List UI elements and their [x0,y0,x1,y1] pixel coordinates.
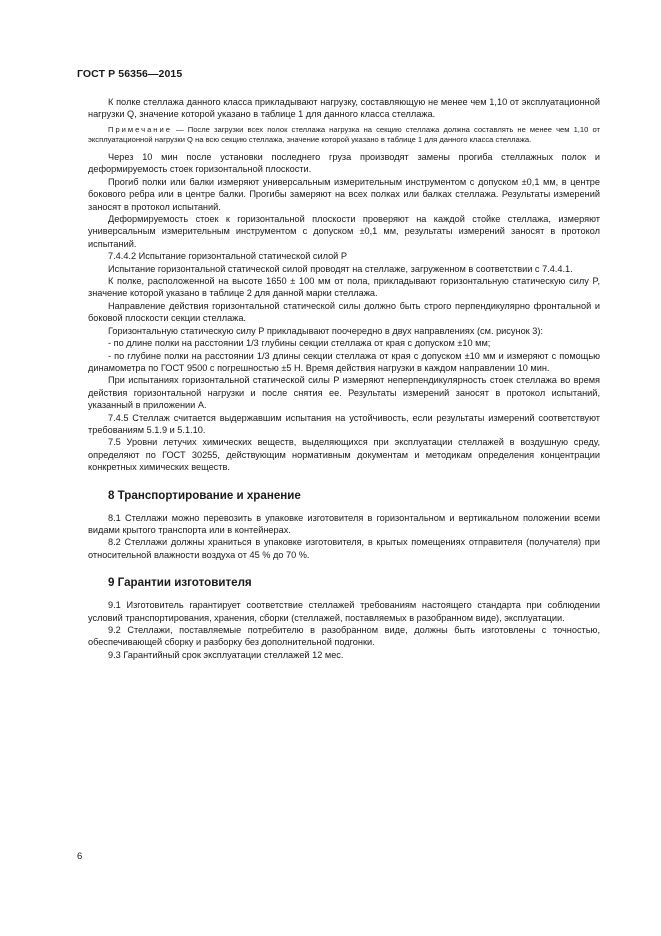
document-header: ГОСТ Р 56356—2015 [77,68,183,80]
subsection-8-1: 8.1 Стеллажи можно перевозить в упаковке изготовителя в горизонтальном и вертикальном положении всеми видами крытого транспорта или в контейнерах. [88,512,600,535]
paragraph-horizontal-test: Испытание горизонтальной статической силой проводят на стеллаже, загруженном в соответствии с 7.4.4.1. [108,263,573,274]
subsection-8-2: 8.2 Стеллажи должны храниться в упаковке изготовителя, в крытых помещениях отправителя (получателя) при относительной влажности воздуха от 45 % до 70 %. [88,537,600,560]
subsection-7-4-4-2: 7.4.4.2 Испытание горизонтальной статической силой P [108,251,347,262]
subsection-9-3: 9.3 Гарантийный срок эксплуатации стеллажей 12 мес. [108,649,344,660]
note-label: Примечание [108,124,172,134]
note [88,125,600,146]
paragraph-shelf-deflection: Прогиб полки или балки измеряют универсальным измерительным инструментом с допуском ±0,1 мм, в центре бокового ребра или в центре балки. Прогибы замеряют на всех полках или балках стеллажа. Результаты измерений заносят в протокол испытаний. [88,176,600,212]
section-9-heading: 9 Гарантии изготовителя [108,576,252,590]
subsection-9-2: 9.2 Стеллажи, поставляемые потребителю в разобранном виде, должны быть изготовлены с точностью, обеспечивающей сборку и разборку без дополнительной подгонки. [88,625,600,648]
list-item-depth: - по глубине полки на расстоянии 1/3 длины секции стеллажа от края с допуском ±10 мм и измеряют с помощью динамометра по ГОСТ 9500 с погрешностью ±5 Н. Время действия нагрузки в каждом направлении 10 мин. [88,350,600,373]
paragraph-force-direction: Направление действия горизонтальной статической силы должно быть строго перпендикулярно фронтальной и боковой плоскости секции стеллажа. [88,300,600,324]
paragraph-two-directions: Горизонтальную статическую силу P прикладывают поочередно в двух направлениях (см. рисунок 3): [108,325,543,336]
paragraph-load-shelf: К полке стеллажа данного класса прикладывают нагрузку, составляющую не менее чем 1,10 от эксплуатационной нагрузки Q, значение которой указано в таблице 1 для данного класса стеллажа. [88,97,600,120]
page-number: 6 [77,851,83,862]
subsection-7-4-5: 7.4.5 Стеллаж считается выдержавшим испытания на устойчивость, если результаты измерений соответствуют требованиям 5.1.9 и 5.1.10. [88,412,600,435]
paragraph-shelf-height: К полке, расположенной на высоте 1650 ± 100 мм от пола, прикладывают горизонтальную статическую силу P, значение которой указано в таблице 2 для данной марки стеллажа. [88,276,600,299]
paragraph-deflection-after-10min: Через 10 мин после установки последнего груза производят замены прогиба стеллажных полок и деформируемость стоек горизонтальной плоскости. [88,152,600,175]
paragraph-rack-deformation: Деформируемость стоек к горизонтальной плоскости проверяют на каждой стойке стеллажа, измеряют универсальным измерительным инструментом с допуском ±0,1 мм, результаты измерений заносят в протокол испытаний. [88,214,600,249]
paragraph-perpendicularity: При испытаниях горизонтальной статической силы P измеряют неперпендикулярность стоек стеллажа во время действия горизонтальной нагрузки и после снятия ее. Результаты измерений заносят в протокол испытаний, указанный в приложении А. [88,375,600,411]
subsection-9-1: 9.1 Изготовитель гарантирует соответствие стеллажей требованиям настоящего стандарта при соблюдении условий транспортирования, хранения, сборки (стеллажей, поставляемых в разобранном виде), эксплуатации. [88,600,600,623]
note-text: — После загрузки всех полок стеллажа нагрузка на секцию стеллажа должна составлять не менее чем 1,10 от эксплуатационной нагрузки Q на всю секцию стеллажа, значение которой указано в таблице 1 для данного класса стеллажа. [88,124,600,145]
page-content [88,96,600,661]
list-item-length: - по длине полки на расстоянии 1/3 глубины секции стеллажа от края с допуском ±10 мм; [108,338,491,349]
subsection-7-5: 7.5 Уровни летучих химических веществ, выделяющихся при эксплуатации стеллажей в воздушную среду, определяют по ГОСТ 30255, действующим нормативным документам и методикам определения концентрации конкретных химических веществ. [88,437,600,473]
section-8-heading: 8 Транспортирование и хранение [108,488,301,502]
